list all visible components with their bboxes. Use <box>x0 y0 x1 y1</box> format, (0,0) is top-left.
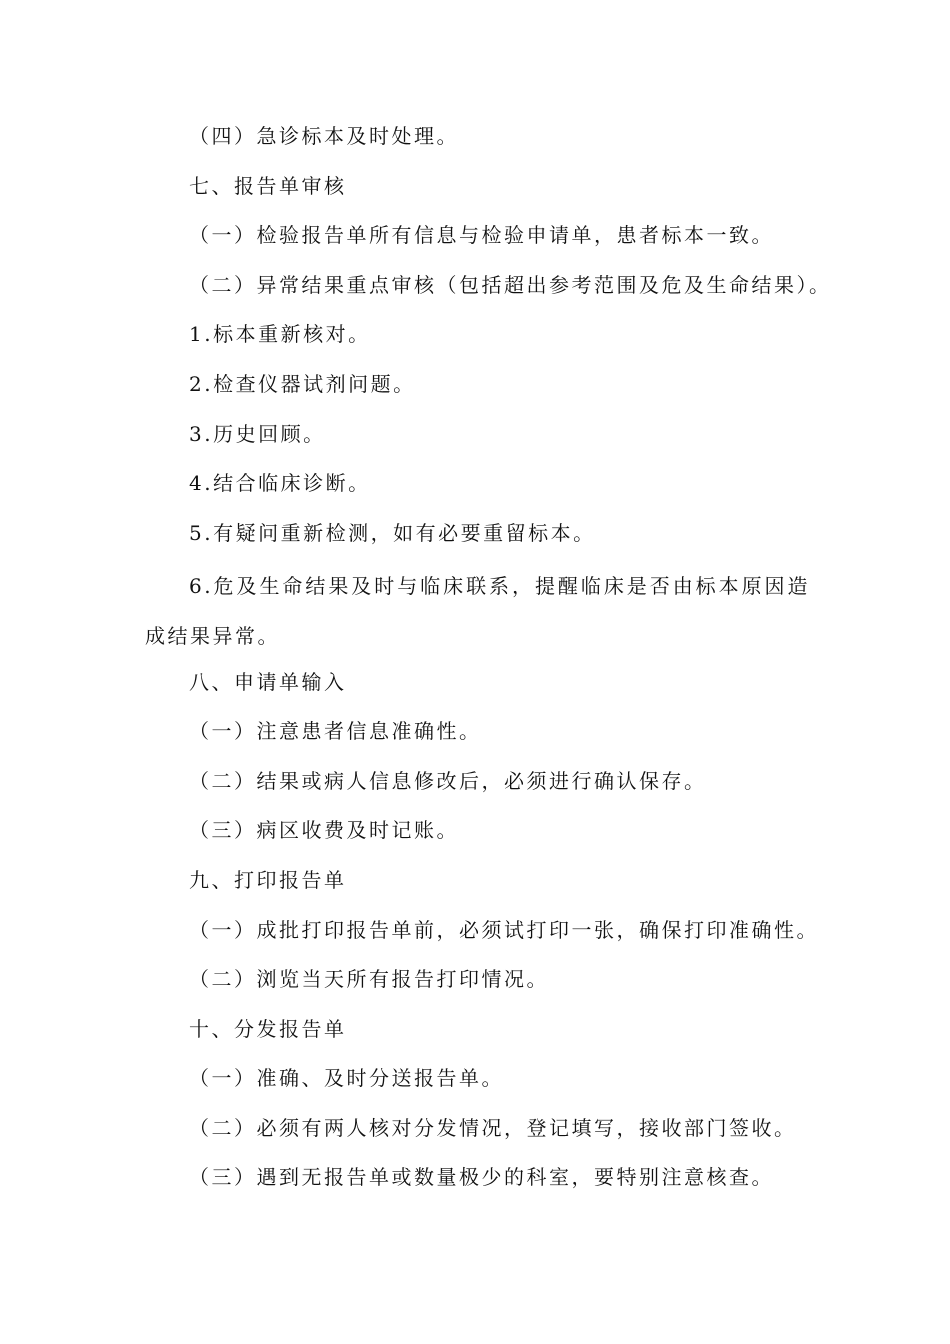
text-line: （三）病区收费及时记账。 <box>189 818 459 843</box>
wrapped-paragraph: 6.危及生命结果及时与临床联系，提醒临床是否由标本原因造成结果异常。 <box>145 574 810 648</box>
text-line: （一）准确、及时分送报告单。 <box>189 1066 504 1091</box>
text-line: 3.历史回顾。 <box>189 421 326 446</box>
text-line: （二）结果或病人信息修改后，必须进行确认保存。 <box>189 768 707 793</box>
text-line: （一）注意患者信息准确性。 <box>189 719 482 744</box>
text-line: （二）异常结果重点审核（包括超出参考范围及危及生命结果）。 <box>189 272 832 297</box>
text-line: （一）成批打印报告单前，必须试打印一张，确保打印准确性。 <box>189 917 819 942</box>
text-line: （二）浏览当天所有报告打印情况。 <box>189 967 549 992</box>
section-heading: 七、报告单审核 <box>189 173 347 198</box>
text-line: （一）检验报告单所有信息与检验申请单，患者标本一致。 <box>189 223 774 248</box>
text-line: 4.结合临床诊断。 <box>189 471 371 496</box>
text-line: （三）遇到无报告单或数量极少的科室，要特别注意核查。 <box>189 1165 774 1190</box>
text-line: 1.标本重新核对。 <box>189 322 371 347</box>
document-body <box>145 116 832 1207</box>
section-heading: 九、打印报告单 <box>189 867 347 892</box>
text-line: 5.有疑问重新检测，如有必要重留标本。 <box>189 520 596 545</box>
text-line: （二）必须有两人核对分发情况，登记填写，接收部门签收。 <box>189 1115 797 1140</box>
text-line: 2.检查仪器试剂问题。 <box>189 371 416 396</box>
section-heading: 八、申请单输入 <box>189 669 347 694</box>
text-line: （四）急诊标本及时处理。 <box>189 124 459 148</box>
section-heading: 十、分发报告单 <box>189 1016 347 1041</box>
